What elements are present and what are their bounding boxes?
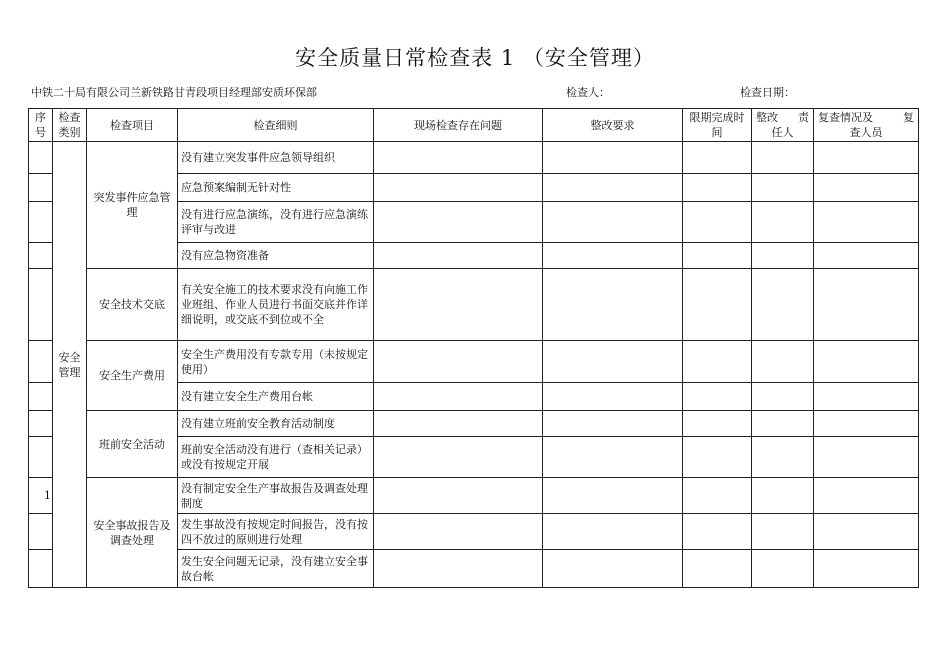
seq-cell — [29, 243, 53, 269]
detail-cell: 没有进行应急演练，没有进行应急演练评审与改进 — [178, 202, 374, 243]
header-issues: 现场检查存在问题 — [374, 109, 543, 142]
deadline-cell[interactable] — [683, 269, 752, 341]
inspection-date-label: 检查日期： — [740, 86, 795, 99]
detail-cell: 安全生产费用没有专款专用（未按规定使用） — [178, 341, 374, 383]
issues-cell[interactable] — [374, 437, 543, 478]
responsible-cell[interactable] — [752, 269, 814, 341]
table-row — [29, 269, 919, 341]
table-row — [29, 478, 919, 514]
issues-cell[interactable] — [374, 202, 543, 243]
review-cell[interactable] — [814, 243, 919, 269]
responsible-cell[interactable] — [752, 202, 814, 243]
deadline-cell[interactable] — [683, 478, 752, 514]
review-cell[interactable] — [814, 269, 919, 341]
rectify-cell[interactable] — [543, 142, 683, 174]
header-deadline: 限期完成时间 — [683, 109, 752, 142]
deadline-cell[interactable] — [683, 174, 752, 202]
responsible-cell[interactable] — [752, 437, 814, 478]
header-rectify: 整改要求 — [543, 109, 683, 142]
issues-cell[interactable] — [374, 550, 543, 588]
deadline-cell[interactable] — [683, 514, 752, 550]
detail-cell: 有关安全施工的技术要求没有向施工作业班组、作业人员进行书面交底并作详细说明，或交底不到位或不全 — [178, 269, 374, 341]
review-cell[interactable] — [814, 341, 919, 383]
rectify-cell[interactable] — [543, 243, 683, 269]
deadline-cell[interactable] — [683, 341, 752, 383]
review-cell[interactable] — [814, 174, 919, 202]
seq-cell — [29, 341, 53, 383]
page-title: 安全质量日常检查表 1 （安全管理） — [295, 46, 655, 70]
deadline-cell[interactable] — [683, 243, 752, 269]
responsible-cell[interactable] — [752, 174, 814, 202]
seq-cell — [29, 514, 53, 550]
category-cell: 安全管理 — [53, 142, 87, 588]
responsible-cell[interactable] — [752, 550, 814, 588]
header-item: 检查项目 — [87, 109, 178, 142]
rectify-cell[interactable] — [543, 383, 683, 411]
header-review-part-c: 查人员 — [849, 126, 883, 139]
table-row — [29, 341, 919, 383]
table-header-row — [29, 109, 919, 142]
review-cell[interactable] — [814, 514, 919, 550]
header-responsible-part-b: 责 — [798, 111, 809, 124]
header-review-part-a: 复查情况及 — [818, 111, 873, 124]
issues-cell[interactable] — [374, 411, 543, 437]
deadline-cell[interactable] — [683, 411, 752, 437]
detail-cell: 没有应急物资准备 — [178, 243, 374, 269]
rectify-cell[interactable] — [543, 550, 683, 588]
header-responsible-part-a: 整改 — [756, 111, 778, 124]
rectify-cell[interactable] — [543, 341, 683, 383]
detail-cell: 发生事故没有按规定时间报告，没有按四不放过的原则进行处理 — [178, 514, 374, 550]
organization-label: 中铁二十局有限公司兰新铁路甘青段项目经理部安质环保部 — [31, 86, 317, 99]
review-cell[interactable] — [814, 202, 919, 243]
item-cell: 安全技术交底 — [87, 269, 178, 341]
header-responsible-part-c: 任人 — [771, 126, 794, 139]
seq-cell — [29, 437, 53, 478]
rectify-cell[interactable] — [543, 437, 683, 478]
detail-cell: 应急预案编制无针对性 — [178, 174, 374, 202]
responsible-cell[interactable] — [752, 383, 814, 411]
rectify-cell[interactable] — [543, 269, 683, 341]
review-cell[interactable] — [814, 383, 919, 411]
issues-cell[interactable] — [374, 478, 543, 514]
responsible-cell[interactable] — [752, 411, 814, 437]
seq-cell — [29, 174, 53, 202]
header-responsible — [752, 109, 814, 142]
responsible-cell[interactable] — [752, 478, 814, 514]
header-detail: 检查细则 — [178, 109, 374, 142]
issues-cell[interactable] — [374, 341, 543, 383]
inspection-table — [28, 108, 919, 588]
issues-cell[interactable] — [374, 243, 543, 269]
deadline-cell[interactable] — [683, 550, 752, 588]
seq-cell — [29, 411, 53, 437]
seq-cell — [29, 383, 53, 411]
deadline-cell[interactable] — [683, 383, 752, 411]
detail-cell: 没有建立安全生产费用台帐 — [178, 383, 374, 411]
review-cell[interactable] — [814, 550, 919, 588]
issues-cell[interactable] — [374, 174, 543, 202]
item-cell: 安全生产费用 — [87, 341, 178, 411]
item-cell: 突发事件应急管理 — [87, 142, 178, 269]
issues-cell[interactable] — [374, 269, 543, 341]
table-row — [29, 142, 919, 174]
detail-cell: 没有制定安全生产事故报告及调查处理制度 — [178, 478, 374, 514]
seq-marker: 1 — [29, 478, 53, 514]
detail-cell: 没有建立突发事件应急领导组织 — [178, 142, 374, 174]
issues-cell[interactable] — [374, 383, 543, 411]
detail-cell: 发生安全问题无记录，没有建立安全事故台帐 — [178, 550, 374, 588]
responsible-cell[interactable] — [752, 243, 814, 269]
deadline-cell[interactable] — [683, 437, 752, 478]
review-cell[interactable] — [814, 478, 919, 514]
review-cell[interactable] — [814, 437, 919, 478]
rectify-cell[interactable] — [543, 174, 683, 202]
seq-cell — [29, 269, 53, 341]
inspector-label: 检查人： — [566, 86, 610, 99]
header-category: 检查类别 — [53, 109, 87, 142]
responsible-cell[interactable] — [752, 514, 814, 550]
item-cell: 班前安全活动 — [87, 411, 178, 478]
rectify-cell[interactable] — [543, 202, 683, 243]
issues-cell[interactable] — [374, 514, 543, 550]
review-cell[interactable] — [814, 411, 919, 437]
detail-cell: 没有建立班前安全教育活动制度 — [178, 411, 374, 437]
responsible-cell[interactable] — [752, 341, 814, 383]
rectify-cell[interactable] — [543, 478, 683, 514]
header-review — [814, 109, 919, 142]
deadline-cell[interactable] — [683, 142, 752, 174]
rectify-cell[interactable] — [543, 411, 683, 437]
deadline-cell[interactable] — [683, 202, 752, 243]
header-review-part-b: 复 — [903, 111, 914, 124]
seq-cell — [29, 142, 53, 174]
review-cell[interactable] — [814, 142, 919, 174]
table-row — [29, 411, 919, 437]
seq-cell — [29, 202, 53, 243]
header-seq: 序号 — [29, 109, 53, 142]
seq-cell — [29, 550, 53, 588]
rectify-cell[interactable] — [543, 514, 683, 550]
detail-cell: 班前安全活动没有进行（查相关记录）或没有按规定开展 — [178, 437, 374, 478]
responsible-cell[interactable] — [752, 142, 814, 174]
item-cell: 安全事故报告及调查处理 — [87, 478, 178, 588]
issues-cell[interactable] — [374, 142, 543, 174]
